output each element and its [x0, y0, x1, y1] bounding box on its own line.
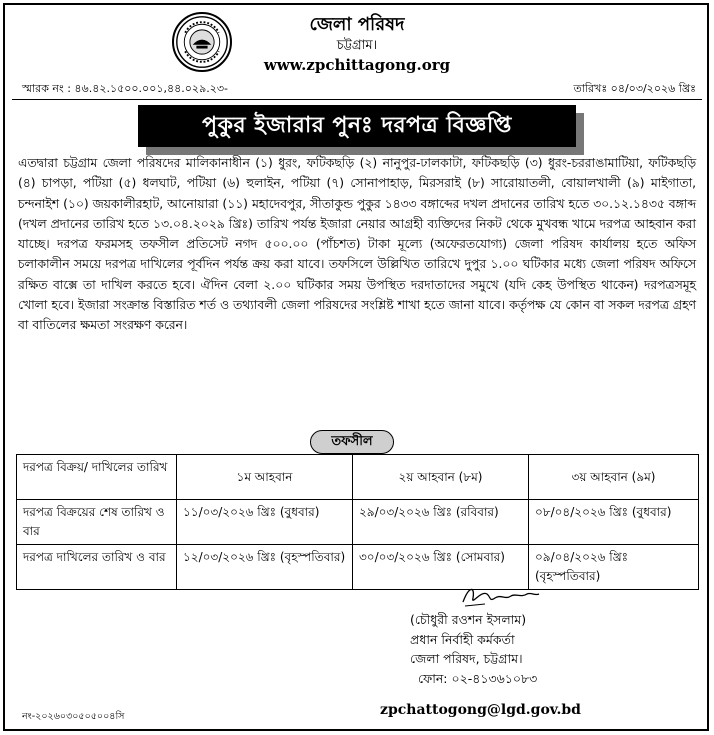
table-cell: ০৯/০৪/২০২৬ খ্রিঃ (বৃহস্পতিবার)	[529, 545, 699, 590]
table-row	[17, 500, 699, 545]
schedule-label: তফসীল	[310, 430, 394, 454]
schedule-header-cell: দরপত্র বিক্রয়/ দাখিলের তারিখ	[17, 455, 177, 500]
signatory-name: (চৌধুরী রওশন ইসলাম)	[410, 612, 527, 627]
signatory-phone: ফোন: ০২-৪১৩৬১০৮৩	[418, 670, 538, 686]
reference-code: নং-২০২৬০৩০৫০৫০০৪সি	[22, 711, 125, 722]
district-council-seal-logo	[172, 12, 232, 72]
schedule-header-row	[17, 455, 699, 500]
table-cell: দরপত্র বিক্রয়ের শেষ তারিখ ও বার	[17, 500, 177, 545]
table-row	[17, 545, 699, 590]
schedule-table	[16, 454, 699, 590]
signatory-office: জেলা পরিষদ, চট্টগ্রাম।	[410, 651, 523, 666]
schedule-header-cell: ১ম আহবান	[177, 455, 353, 500]
table-cell: ১১/০৩/২০২৬ খ্রিঃ (বুধবার)	[177, 500, 353, 545]
notice-date: তারিখঃ ০৪/০৩/২০২৬ খ্রিঃ	[573, 82, 696, 95]
schedule-header-cell: ২য় আহবান (৮ম)	[353, 455, 529, 500]
organization-city: চট্টগ্রাম।	[336, 38, 378, 53]
table-cell: ২৯/০৩/২০২৬ খ্রিঃ (রবিবার)	[353, 500, 529, 545]
table-cell: দরপত্র দাখিলের তারিখ ও বার	[17, 545, 177, 590]
table-cell: ০৮/০৪/২০২৬ খ্রিঃ (বুধবার)	[529, 500, 699, 545]
notice-body: এতদ্বারা চট্টগ্রাম জেলা পরিষদের মালিকানাধীন (১) ধুরং, ফটিকছড়ি (২) নানুপুর-ঢালকাটা, ফটিকছড়ি (৩) ধুরং-চররাঙামাটিয়া, ফটিকছড়ি (৪) চাপড়া, পটিয়া (৫) ধলঘাট, পটিয়া (৬) হুলাইন, পটিয়া (৭) সোনাপাহাড়, মিরসরাই (৮) সারোয়াতলী, বোয়ালখালী (৯) মাইগাতা, চন্দনাইশ (১০) জয়কালীরহাট, আনোয়ারা (১১) মহাদেবপুর, সীতাকুন্ড পুকুর ১৪৩৩ বঙ্গাব্দের দখল প্রদানের তারিখ হতে ৩০.১২.১৪৩৫ বঙ্গাব্দ (দখল প্রদানের তারিখ হতে ১৩.০৪.২০২৯ খ্রিঃ) তারিখ পর্যন্ত ইজারা নেয়ার আগ্রহী ব্যক্তিদের নিকট থেকে মুখবন্ধ খামে দরপত্র আহবান করা যাচ্ছে। দরপত্র ফরমসহ তফসীল প্রতিসেট নগদ ৫০০.০০ (পাঁচশত) টাকা মূল্যে (অফেরতযোগ্য) জেলা পরিষদ কার্যালয় হতে অফিস চলাকালীন সময়ে দরপত্র দাখিলের পূর্বদিন পর্যন্ত ক্রয় করা যাবে। তফসিলে উল্লিখিত তারিখে দুপুর ১.০০ ঘটিকার মধ্যে জেলা পরিষদ অফিসে রক্ষিত বাক্সে তা দাখিল করতে হবে। ঐদিন বেলা ২.০০ ঘটিকার সময় উপস্থিত দরদাতাদের সমুখে (যদি কেহ উপস্থিত থাকেন) দরপত্রসমূহ খোলা হবে। ইজারা সংক্রান্ত বিস্তারিত শর্ত ও তথ্যাবলী জেলা পরিষদের সংশ্লিষ্ট শাখা হতে জানা যাবে। কর্তৃপক্ষ যে কোন বা সকল দরপত্র গ্রহণ বা বাতিলের ক্ষমতা সংরক্ষণ করেন।	[18, 156, 696, 333]
table-cell: ৩০/০৩/২০২৬ খ্রিঃ (সোমবার)	[353, 545, 529, 590]
handwritten-signature	[455, 580, 545, 610]
organization-name: জেলা পরিষদ	[309, 14, 405, 35]
website-url[interactable]: www.zpchittagong.org	[263, 56, 451, 74]
header-divider	[12, 99, 702, 100]
memo-number: স্মারক নং : ৪৬.৪২.১৫০০.০০১,৪৪.০২৯.২৩-	[22, 82, 228, 95]
contact-email[interactable]: zpchattogong@lgd.gov.bd	[380, 702, 581, 718]
table-cell: ১২/০৩/২০২৬ খ্রিঃ (বৃহস্পতিবার)	[177, 545, 353, 590]
notice-headline: পুকুর ইজারার পুনঃ দরপত্র বিজ্ঞপ্তি	[138, 105, 576, 147]
schedule-header-cell: ৩য় আহবান (৯ম)	[529, 455, 699, 500]
signature-block	[410, 610, 630, 688]
signatory-title: প্রধান নির্বাহী কর্মকর্তা	[410, 631, 515, 647]
